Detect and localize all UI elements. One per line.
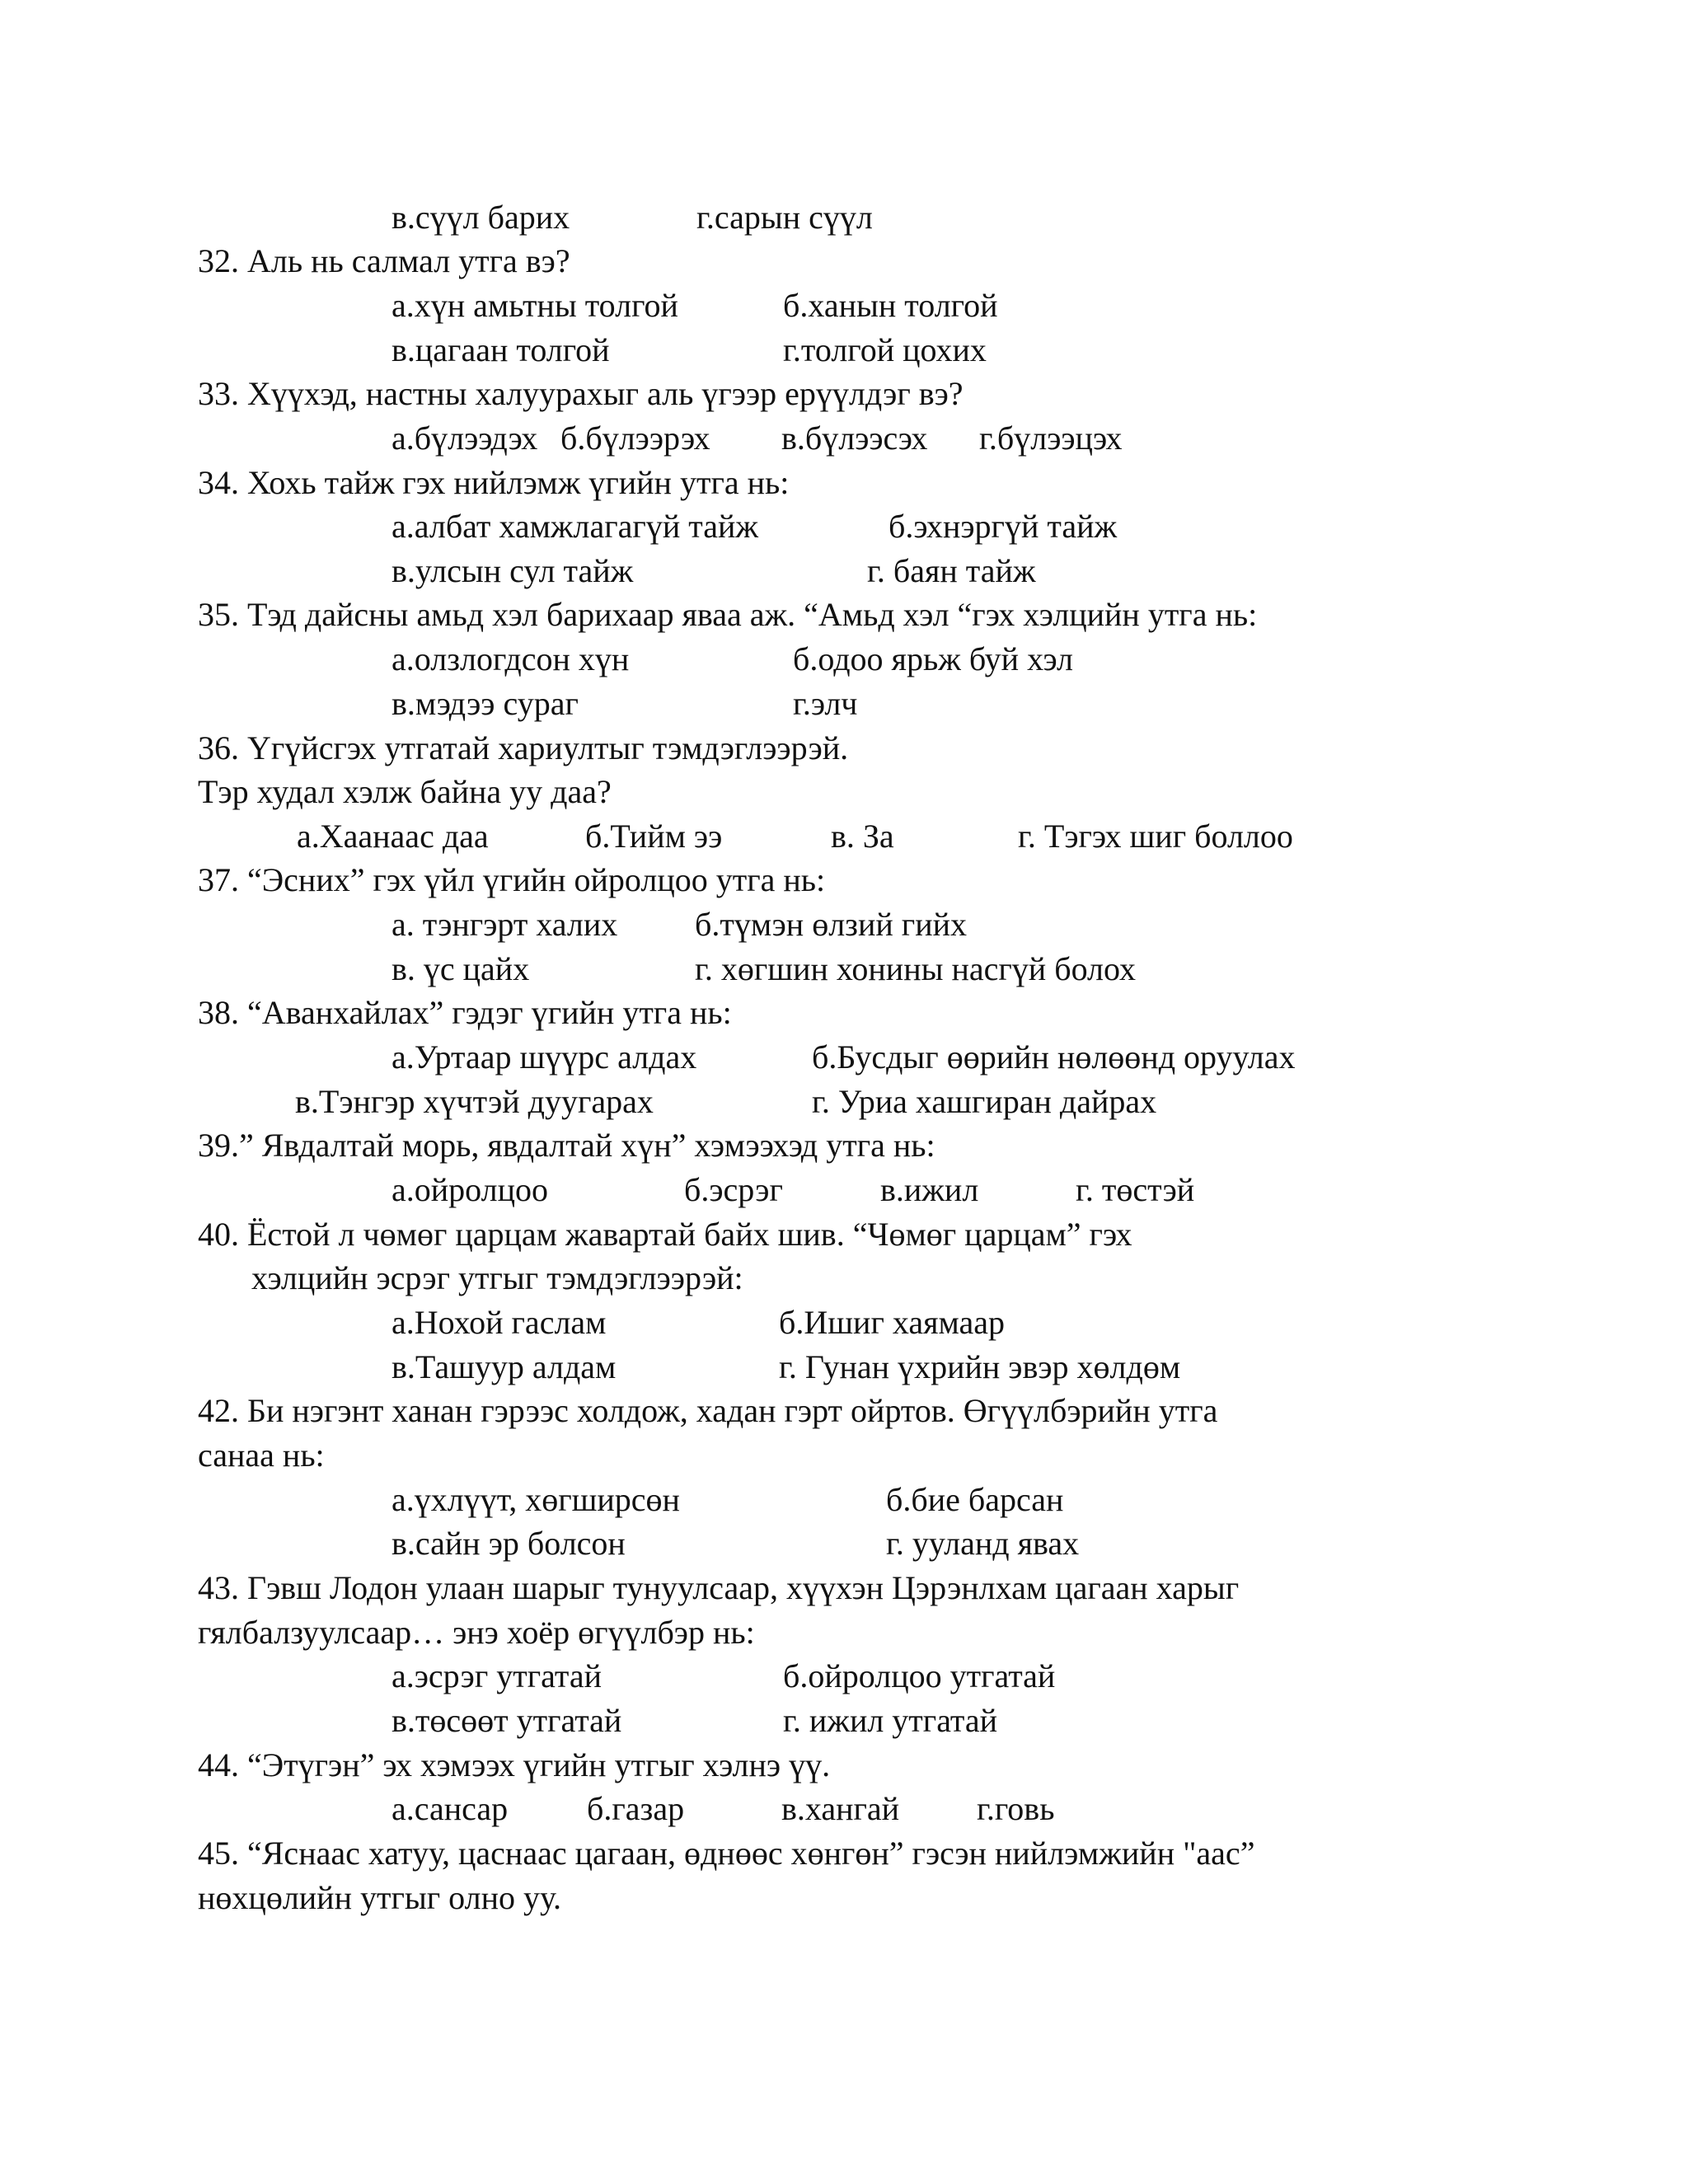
option-g-37: г. хөгшин хонины насгүй болох [695,950,1136,987]
option-g-31: г.сарын сүүл [696,199,873,236]
option-a-44: а.сансар [392,1790,509,1827]
question-32: 32. Аль нь салмал утга вэ? [198,242,570,279]
question-33: 33. Хүүхэд, настны халуурахыг аль үгээр ерүүлдэг вэ? [198,375,964,412]
question-36-sentence: Тэр худал хэлж байна уу даа? [198,773,612,810]
option-a-37: а. тэнгэрт халих [392,906,618,943]
option-g-36: г. Тэгэх шиг боллоо [1018,818,1293,855]
question-43-cont: гялбалзуулсаар… энэ хоёр өгүүлбэр нь: [198,1614,755,1651]
option-b-42: б.бие барсан [886,1481,1064,1518]
question-45: 45. “Яснаас хатуу, цаснаас цагаан, өднөөс хөнгөн” гэсэн нийлэмжийн "аас” [198,1835,1255,1872]
option-g-39: г. төстэй [1076,1171,1195,1208]
question-40: 40. Ёстой л чөмөг царцам жавартай байх шив. “Чөмөг царцам” гэх [198,1216,1132,1253]
option-v-35: в.мэдээ сураг [392,685,579,722]
option-b-36: б.Тийм ээ [585,818,723,855]
option-b-43: б.ойролцоо утгатай [783,1657,1056,1694]
option-a-36: а.Хаанаас даа [297,818,489,855]
question-45-cont: нөхцөлийн утгыг олно уу. [198,1879,561,1916]
question-34: 34. Хохь тайж гэх нийлэмж үгийн утга нь: [198,464,790,501]
option-g-38: г. Уриа хашгиран дайрах [812,1083,1157,1120]
option-v-39: в.ижил [880,1171,979,1208]
question-38: 38. “Аванхайлах” гэдэг үгийн утга нь: [198,994,732,1031]
question-37: 37. “Эсних” гэх үйл үгийн ойролцоо утга нь: [198,861,826,898]
option-b-34: б.эхнэргүй тайж [889,508,1118,545]
option-v-31: в.сүүл барих [392,199,570,236]
question-42: 42. Би нэгэнт ханан гэрээс холдож, хадан гэрт ойртов. Өгүүлбэрийн утга [198,1392,1218,1429]
option-a-39: а.ойролцоо [392,1171,548,1208]
question-42-cont: санаа нь: [198,1436,325,1474]
option-v-40: в.Ташуур алдам [392,1348,617,1385]
option-v-33: в.бүлээсэх [781,419,928,457]
option-v-44: в.хангай [781,1790,900,1827]
option-g-32: г.толгой цохих [783,331,987,368]
option-a-43: а.эсрэг утгатай [392,1657,602,1694]
question-43: 43. Гэвш Лодон улаан шарыг тунуулсаар, хүүхэн Цэрэнлхам цагаан харыг [198,1569,1240,1606]
option-b-32: б.ханын толгой [783,287,998,324]
option-v-37: в. үс цайх [392,950,530,987]
question-39: 39.” Явдалтай морь, явдалтай хүн” хэмээхэд утга нь: [198,1127,935,1164]
option-b-33: б.бүлээрэх [560,419,710,457]
option-v-43: в.төсөөт утгатай [392,1702,622,1739]
option-g-34: г. баян тайж [867,552,1036,589]
option-a-33: а.бүлээдэх [392,419,538,457]
option-a-38: а.Уртаар шүүрс алдах [392,1038,697,1076]
option-g-42: г. ууланд явах [886,1525,1080,1562]
option-v-34: в.улсын сул тайж [392,552,634,589]
option-g-35: г.элч [793,685,858,722]
option-a-34: а.албат хамжлагагүй тайж [392,508,758,545]
option-v-32: в.цагаан толгой [392,331,610,368]
option-g-44: г.говь [977,1790,1055,1827]
option-a-35: а.олзлогдсон хүн [392,640,630,677]
option-b-35: б.одоо ярьж буй хэл [793,640,1073,677]
option-b-37: б.түмэн өлзий гийх [695,906,967,943]
question-40-cont: хэлцийн эсрэг утгыг тэмдэглээрэй: [251,1259,743,1296]
option-v-36: в. За [831,818,894,855]
option-g-43: г. ижил утгатай [783,1702,998,1739]
option-b-38: б.Бусдыг өөрийн нөлөөнд оруулах [812,1038,1296,1076]
option-g-40: г. Гунан үхрийн эвэр хөлдөм [779,1348,1181,1385]
question-35: 35. Тэд дайсны амьд хэл барихаар яваа аж. “Амьд хэл “гэх хэлцийн утга нь: [198,596,1258,633]
question-36: 36. Үгүйсгэх утгатай хариултыг тэмдэглээрэй. [198,729,849,766]
option-a-42: а.үхлүүт, хөгширсөн [392,1481,680,1518]
question-44: 44. “Этүгэн” эх хэмээх үгийн утгыг хэлнэ үү. [198,1746,831,1783]
option-v-42: в.сайн эр болсон [392,1525,626,1562]
option-a-32: а.хүн амьтны толгой [392,287,678,324]
option-b-39: б.эсрэг [684,1171,783,1208]
option-v-38: в.Тэнгэр хүчтэй дуугарах [295,1083,654,1120]
option-b-40: б.Ишиг хаямаар [779,1304,1006,1341]
option-g-33: г.бүлээцэх [979,419,1123,457]
option-b-44: б.газар [587,1790,685,1827]
option-a-40: а.Нохой гаслам [392,1304,607,1341]
